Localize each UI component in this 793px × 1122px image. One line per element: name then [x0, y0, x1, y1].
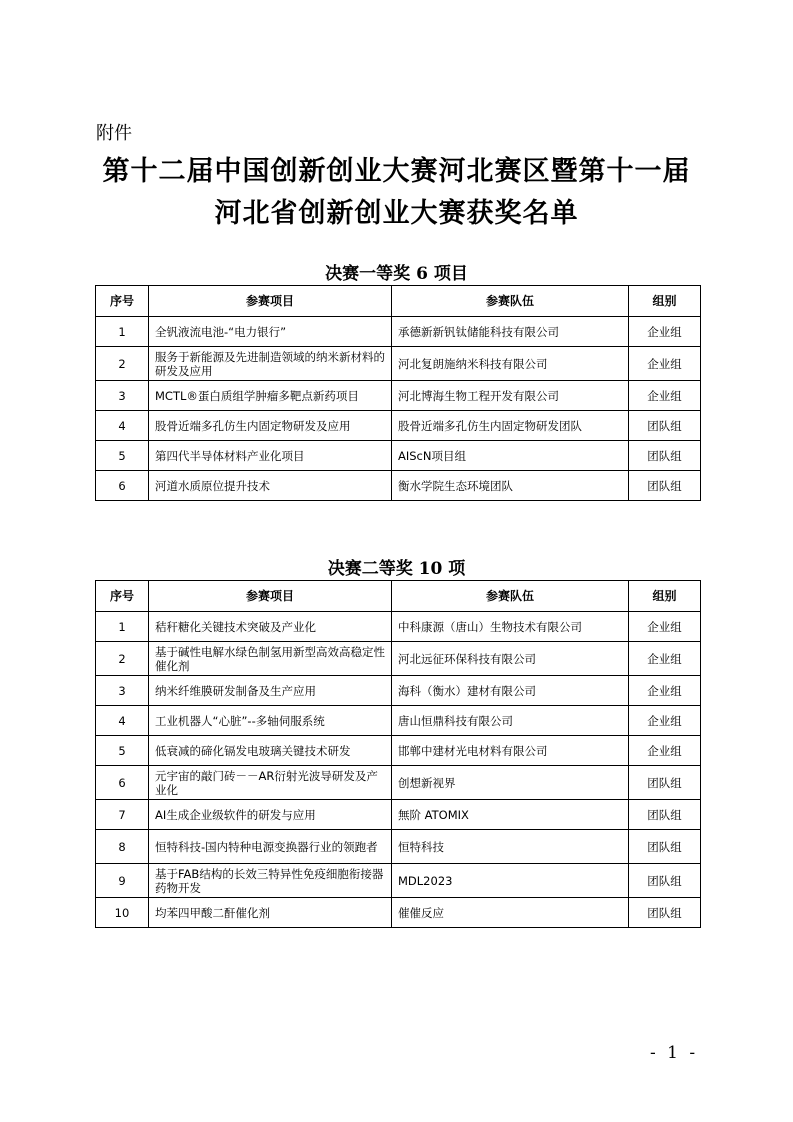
cell-no: 8	[96, 830, 149, 864]
table-row	[96, 830, 701, 864]
cell-no: 6	[96, 766, 149, 800]
cell-project: 纳米纤维膜研发制备及生产应用	[149, 676, 392, 706]
cell-group: 团队组	[629, 830, 701, 864]
section-heading-second-prize: 决赛二等奖 10 项	[327, 559, 466, 579]
cell-no: 3	[96, 676, 149, 706]
column-header-team: 参赛队伍	[392, 581, 629, 612]
column-header-project: 参赛项目	[149, 286, 392, 317]
cell-project: 工业机器人“心脏”--多轴伺服系统	[149, 706, 392, 736]
column-header-no: 序号	[96, 286, 149, 317]
cell-group: 团队组	[629, 800, 701, 830]
cell-no: 6	[96, 471, 149, 501]
table-row	[96, 676, 701, 706]
cell-project: 河道水质原位提升技术	[149, 471, 392, 501]
cell-no: 1	[96, 612, 149, 642]
cell-team: 股骨近端多孔仿生内固定物研发团队	[392, 411, 629, 441]
cell-group: 企业组	[629, 317, 701, 347]
table-header-row	[96, 286, 701, 317]
cell-team: 承德新新钒钛储能科技有限公司	[392, 317, 629, 347]
cell-group: 企业组	[629, 676, 701, 706]
cell-team: 衡水学院生态环境团队	[392, 471, 629, 501]
cell-team: 無阶 ATOMIX	[392, 800, 629, 830]
cell-project: AI生成企业级软件的研发与应用	[149, 800, 392, 830]
cell-project: 低衰减的碲化镉发电玻璃关键技术研发	[149, 736, 392, 766]
table-row	[96, 612, 701, 642]
cell-group: 企业组	[629, 347, 701, 381]
cell-team: 河北远征环保科技有限公司	[392, 642, 629, 676]
cell-project: MCTL®蛋白质组学肿瘤多靶点新药项目	[149, 381, 392, 411]
cell-project: 服务于新能源及先进制造领域的纳米新材料的研发及应用	[149, 347, 392, 381]
cell-no: 9	[96, 864, 149, 898]
table-row	[96, 347, 701, 381]
cell-team: 创想新视界	[392, 766, 629, 800]
column-header-group: 组别	[629, 581, 701, 612]
cell-project: 秸秆糖化关键技术突破及产业化	[149, 612, 392, 642]
cell-project: 均苯四甲酸二酐催化剂	[149, 898, 392, 928]
cell-group: 团队组	[629, 864, 701, 898]
cell-no: 2	[96, 642, 149, 676]
cell-group: 团队组	[629, 471, 701, 501]
cell-group: 企业组	[629, 706, 701, 736]
table-header-row	[96, 581, 701, 612]
table-row	[96, 317, 701, 347]
cell-group: 团队组	[629, 441, 701, 471]
column-header-group: 组别	[629, 286, 701, 317]
cell-team: 邯郸中建材光电材料有限公司	[392, 736, 629, 766]
cell-group: 企业组	[629, 381, 701, 411]
table-row	[96, 800, 701, 830]
table-row	[96, 381, 701, 411]
cell-no: 2	[96, 347, 149, 381]
cell-team: 恒特科技	[392, 830, 629, 864]
cell-project: 恒特科技-国内特种电源变换器行业的领跑者	[149, 830, 392, 864]
column-header-no: 序号	[96, 581, 149, 612]
cell-no: 5	[96, 441, 149, 471]
cell-no: 3	[96, 381, 149, 411]
cell-team: AIScN项目组	[392, 441, 629, 471]
cell-team: 唐山恒鼎科技有限公司	[392, 706, 629, 736]
document-title-line-2: 河北省创新创业大赛获奖名单	[214, 198, 579, 229]
page-number: - 1 -	[650, 1043, 699, 1063]
cell-team: 海科（衡水）建材有限公司	[392, 676, 629, 706]
cell-no: 1	[96, 317, 149, 347]
table-row	[96, 411, 701, 441]
table-row	[96, 471, 701, 501]
cell-no: 4	[96, 706, 149, 736]
cell-team: 河北复朗施纳米科技有限公司	[392, 347, 629, 381]
column-header-project: 参赛项目	[149, 581, 392, 612]
table-row	[96, 642, 701, 676]
table-row	[96, 441, 701, 471]
cell-no: 4	[96, 411, 149, 441]
cell-team: 河北博海生物工程开发有限公司	[392, 381, 629, 411]
table-row	[96, 736, 701, 766]
cell-team: 中科康源（唐山）生物技术有限公司	[392, 612, 629, 642]
cell-project: 元宇宙的敲门砖－－AR衍射光波导研发及产业化	[149, 766, 392, 800]
attachment-label: 附件	[96, 123, 132, 144]
cell-group: 团队组	[629, 766, 701, 800]
column-header-team: 参赛队伍	[392, 286, 629, 317]
cell-project: 全钒液流电池-“电力银行”	[149, 317, 392, 347]
first-prize-table	[95, 285, 701, 501]
cell-group: 团队组	[629, 898, 701, 928]
section-heading-first-prize: 决赛一等奖 6 项目	[325, 264, 468, 284]
cell-group: 企业组	[629, 736, 701, 766]
cell-project: 基于碱性电解水绿色制氢用新型高效高稳定性催化剂	[149, 642, 392, 676]
cell-group: 企业组	[629, 612, 701, 642]
cell-group: 团队组	[629, 411, 701, 441]
table-row	[96, 766, 701, 800]
cell-group: 企业组	[629, 642, 701, 676]
document-title-line-1: 第十二届中国创新创业大赛河北赛区暨第十一届	[102, 156, 691, 187]
table-row	[96, 706, 701, 736]
cell-no: 5	[96, 736, 149, 766]
second-prize-table	[95, 580, 701, 928]
cell-project: 基于FAB结构的长效三特异性免疫细胞衔接器药物开发	[149, 864, 392, 898]
cell-no: 7	[96, 800, 149, 830]
cell-team: 催催反应	[392, 898, 629, 928]
cell-project: 股骨近端多孔仿生内固定物研发及应用	[149, 411, 392, 441]
table-row	[96, 898, 701, 928]
cell-team: MDL2023	[392, 864, 629, 898]
table-row	[96, 864, 701, 898]
cell-no: 10	[96, 898, 149, 928]
cell-project: 第四代半导体材料产业化项目	[149, 441, 392, 471]
